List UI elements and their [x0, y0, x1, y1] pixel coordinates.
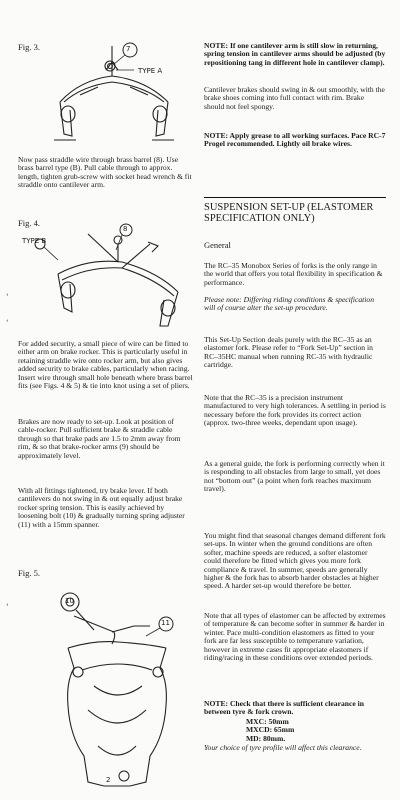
- cantilever-brake-type-a-illustration: [50, 40, 190, 152]
- left-paragraph-2: For added security, a small piece of wire can be fitted to either arm on brake rocker. This is particularly useful in retaining straddle wire onto rocker arm, but also gives added security to brake cables, particularly when racing. Insert wire through small hole beneath where brass barrel fits (see Figs. 4 & 5) & tie into knot using a set of pliers.: [18, 339, 193, 391]
- fig3-label: Fig. 3.: [18, 42, 40, 52]
- left-paragraph-3: Brakes are now ready to set-up. Look at position of cable-rocker. Pull sufficient brake & straddle cable through so that brake pads are 1.5 to 2mm away from rim, & so that brake-rocker arms (9) should be approximately level.: [18, 417, 181, 460]
- fig3-callout-7: 7: [126, 45, 131, 53]
- note-cantilever-spring: NOTE: If one cantilever arm is still slow in returning, spring tension in cantilever arms should be adjusted (by repositioning tang in different hole in cantilever clamp).: [204, 41, 386, 67]
- right-paragraph-1: Cantilever brakes should swing in & out smoothly, with the brake shoes coming into full contact with rim. Brake should not feel spongy.: [204, 85, 385, 111]
- fig4-label: Fig. 4.: [18, 218, 40, 228]
- fig5-callout-11: 11: [161, 619, 170, 627]
- margin-mark: ʻ: [6, 318, 9, 327]
- clearance-sizes: [246, 718, 294, 743]
- fig4-illustration: [18, 222, 194, 334]
- size-md: MD: 80mm.: [246, 733, 286, 743]
- right-paragraph-5: Note that the RC–35 is a precision instrument manufactured to very high tolerances. A settling in period is necessary before the fork provides its correct action (approx. two-three weeks, dependant upon usage).: [204, 393, 386, 428]
- fig5-callout-10: 10: [65, 597, 74, 605]
- section-divider: [204, 197, 386, 198]
- right-paragraph-3: Please note: Differing riding conditions & specification will of course alter the set-up procedure.: [204, 295, 374, 313]
- fig3-type-tag: TYPE A: [138, 67, 163, 75]
- note-grease: NOTE: Apply grease to all working surfaces. Pace RC-7 Progel recommended. Lightly oil brake wires.: [204, 131, 386, 149]
- footer-note: Your choice of tyre profile will affect this clearance.: [204, 743, 362, 752]
- left-paragraph-4: With all fittings tightened, try brake lever. If both cantilevers do not swing in & out equally adjust brake rocker spring tension. This is easily achieved by loosening bolt (10) & gradually turning spring adjuster (11) with a 15mm spanner.: [18, 486, 185, 529]
- size-mxcd: MXCD: 65mm: [246, 725, 295, 735]
- right-paragraph-8: Note that all types of elastomer can be affected by extremes of temperature & can become softer in summer & harder in winter. Pace multi-condition elastomers as fitted to your fork are far less susceptible to temperature variation, however in extreme cases fit appropriate elastomers if riding/racing in these conditions over extended periods.: [204, 611, 386, 663]
- right-paragraph-4: This Set-Up Section deals purely with the RC–35 as an elastomer fork. Please refer to “Fork Set-Up” section in RC–35HC manual when running RC-35 with hydraulic cartridge.: [204, 335, 373, 370]
- right-paragraph-6: As a general guide, the fork is performing correctly when it is responding to all obstacles from large to small, yet does not “bottom out” (a point when fork reaches maximum travel).: [204, 459, 385, 494]
- margin-mark: ʻ: [6, 292, 9, 301]
- size-mxc: MXC: 50mm: [246, 717, 289, 726]
- fig3-illustration: [50, 40, 190, 152]
- left-paragraph-1: Now pass straddle wire through brass barrel (8). Use brass barrel type (B). Pull cable through to approx. length, tighten grub-screw with socket head wrench & fit straddle onto cantilever arm.: [18, 155, 192, 190]
- brake-rocker-spring-adjuster-illustration: [54, 586, 184, 796]
- margin-mark: ʻ: [6, 602, 9, 611]
- fig4-callout-8: 8: [123, 225, 128, 233]
- section-heading: SUSPENSION SET-UP (ELASTOMER SPECIFICATION ONLY): [204, 202, 374, 224]
- right-paragraph-7: You might find that seasonal changes demand different fork set-ups. In winter when the ground conditions are often softer, machine speeds are reduced, a softer elastomer could therefore be fitted which gives you more fork compliance & travel. In summer, speeds are generally higher & the fork has to absorb harder obstacles at higher speed. A harder set-up would therefore be better.: [204, 531, 386, 591]
- fig4-type-tag: TYPE B: [22, 237, 47, 245]
- note-clearance: NOTE: Check that there is sufficient clearance in between tyre & fork crown.: [204, 699, 364, 717]
- fig5-label: Fig. 5.: [18, 568, 40, 578]
- subheading-general: General: [204, 240, 231, 250]
- right-paragraph-2: The RC–35 Monobox Series of forks is the only range in the world that offers you total flexibility in specification & performance.: [204, 261, 383, 287]
- fig5-callout-2: 2: [106, 776, 111, 784]
- fig5-illustration: [54, 586, 184, 796]
